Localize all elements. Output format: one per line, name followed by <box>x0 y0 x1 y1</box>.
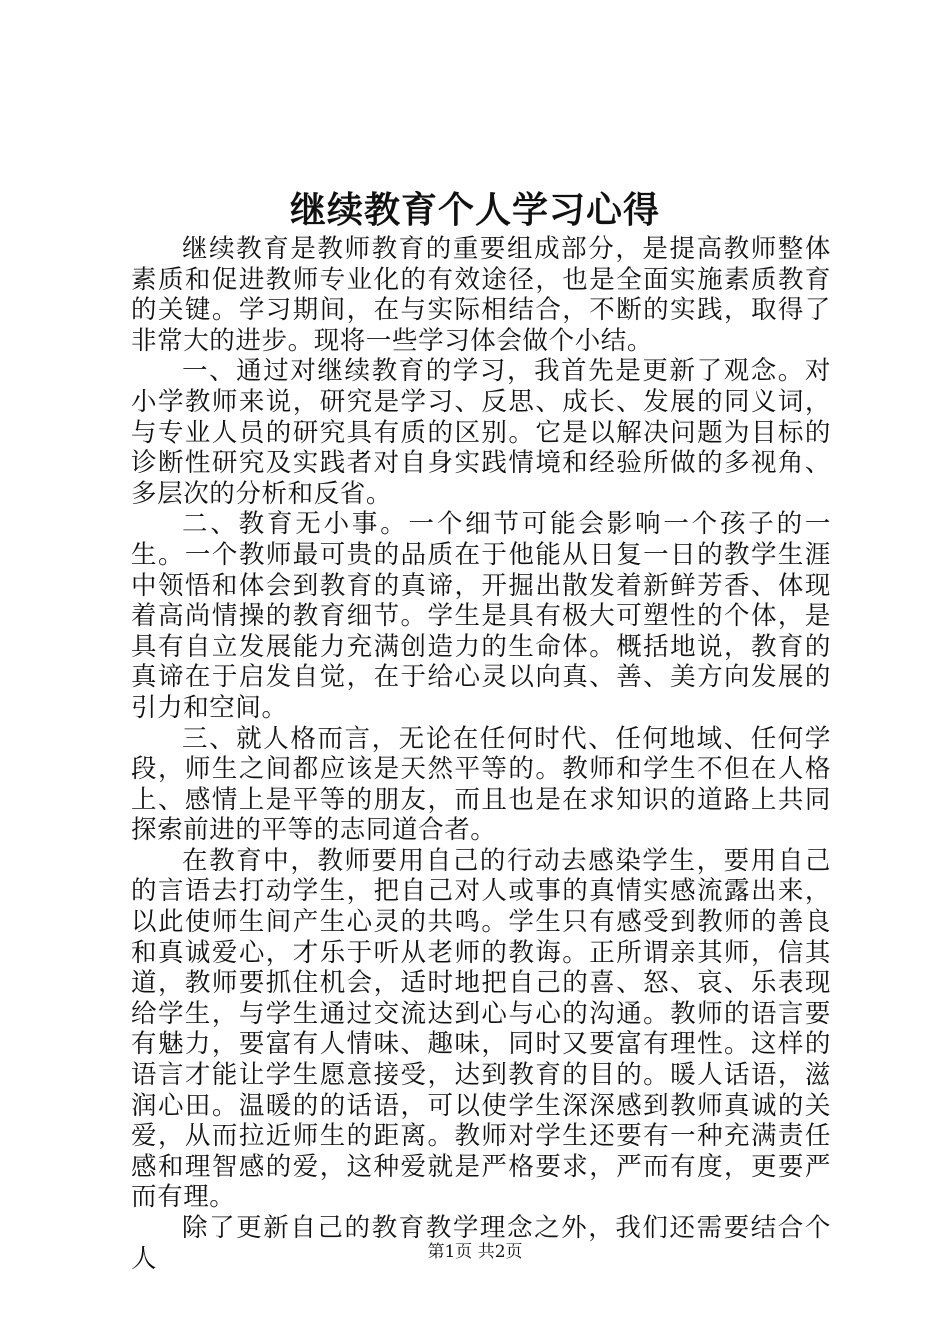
paragraph-6: 除了更新自己的教育教学理念之外，我们还需要结合个人 <box>131 1213 831 1274</box>
page-footer: 第1页 共2页 <box>427 1242 523 1262</box>
paragraph-2: 一、通过对继续教育的学习，我首先是更新了观念。对小学教师来说，研究是学习、反思、成长、发展的同义词，与专业人员的研究具有质的区别。它是以解决问题为目标的诊断性研究及实践者对自身实践情境和经验所做的多视角、多层次的分析和反省。 <box>131 356 831 509</box>
paragraph-1: 继续教育是教师教育的重要组成部分，是提高教师整体素质和促进教师专业化的有效途径，也是全面实施素质教育的关键。学习期间，在与实际相结合，不断的实践，取得了非常大的进步。现将一些学习体会做个小结。 <box>131 234 831 356</box>
document-title: 继续教育个人学习心得 <box>289 189 660 231</box>
document-body <box>131 234 831 1274</box>
paragraph-4: 三、就人格而言，无论在任何时代、任何地域、任何学段，师生之间都应该是天然平等的。教师和学生不但在人格上、感情上是平等的朋友，而且也是在求知识的道路上共同探索前进的平等的志同道合者。 <box>131 723 831 846</box>
paragraph-3: 二、教育无小事。一个细节可能会影响一个孩子的一生。一个教师最可贵的品质在于他能从日复一日的教学生涯中领悟和体会到教育的真谛，开掘出散发着新鲜芳香、体现着高尚情操的教育细节。学生是具有极大可塑性的个体，是具有自立发展能力充满创造力的生命体。概括地说，教育的真谛在于启发自觉，在于给心灵以向真、善、美方向发展的引力和空间。 <box>131 509 831 723</box>
paragraph-5: 在教育中，教师要用自己的行动去感染学生，要用自己的言语去打动学生，把自己对人或事的真情实感流露出来，以此使师生间产生心灵的共鸣。学生只有感受到教师的善良和真诚爱心，才乐于听从老师的教诲。正所谓亲其师，信其道，教师要抓住机会，适时地把自己的喜、怒、哀、乐表现给学生，与学生通过交流达到心与心的沟通。教师的语言要有魅力，要富有人情味、趣味，同时又要富有理性。这样的语言才能让学生愿意接受，达到教育的目的。暖人话语，滋润心田。温暖的的话语，可以使学生深深感到教师真诚的关爱，从而拉近师生的距离。教师对学生还要有一种充满责任感和理智感的爱，这种爱就是严格要求，严而有度，更要严而有理。 <box>131 845 831 1213</box>
